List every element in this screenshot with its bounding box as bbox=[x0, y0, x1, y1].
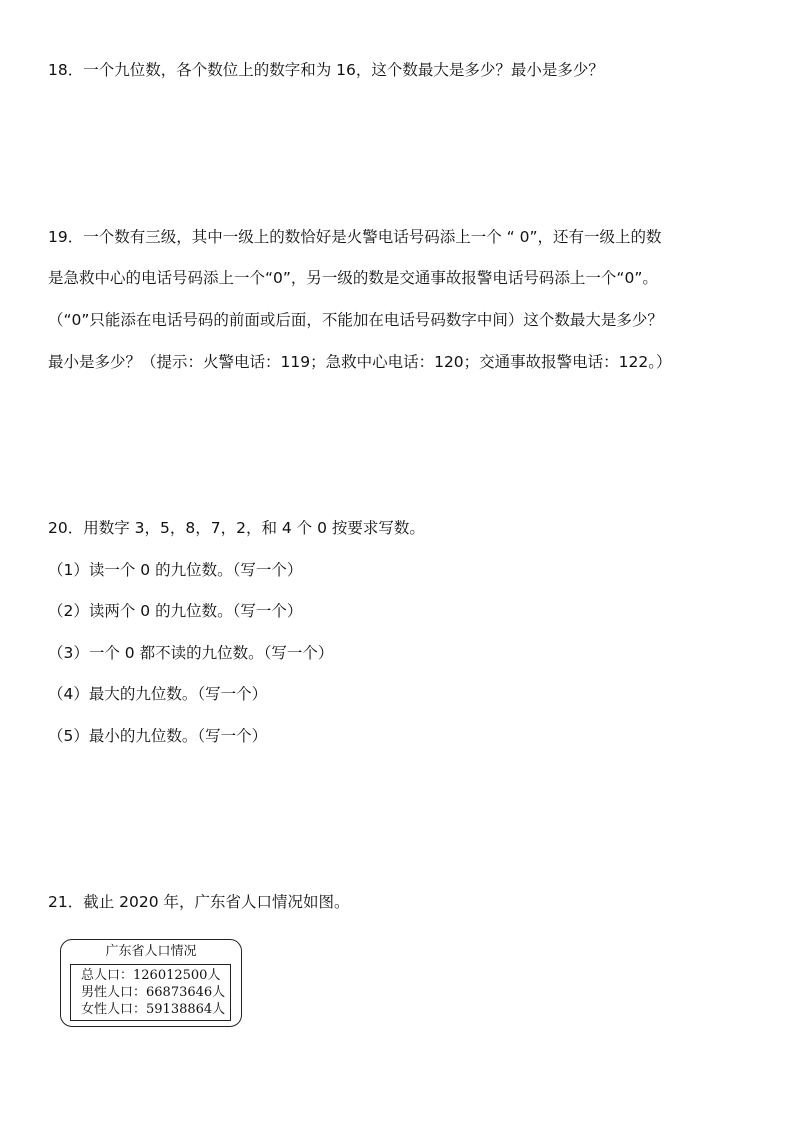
population-figure-title: 广东省人口情况 bbox=[105, 944, 197, 959]
question-20-title: 20．用数字 3，5，8，7，2，和 4 个 0 按要求写数。 bbox=[48, 519, 425, 537]
population-row-total: 总人口：126012500人 bbox=[81, 968, 221, 983]
population-row-male: 男性人口：66873646人 bbox=[81, 985, 226, 1000]
question-20-item-1: （1）读一个 0 的九位数。（写一个） bbox=[48, 561, 303, 579]
population-figure-inner-box bbox=[70, 964, 231, 1021]
population-figure bbox=[60, 939, 242, 1027]
question-21-title: 21．截止 2020 年，广东省人口情况如图。 bbox=[48, 893, 350, 911]
question-20-item-3: （3）一个 0 都不读的九位数。（写一个） bbox=[48, 644, 334, 662]
question-19-line-3: （“0”只能添在电话号码的前面或后面，不能加在电话号码数字中间）这个数最大是多少？ bbox=[48, 311, 663, 329]
question-20-item-5: （5）最小的九位数。（写一个） bbox=[48, 727, 268, 745]
question-19-line-2: 是急救中心的电话号码添上一个“0”，另一级的数是交通事故报警电话号码添上一个“0”。 bbox=[48, 269, 658, 287]
question-20-item-2: （2）读两个 0 的九位数。（写一个） bbox=[48, 602, 303, 620]
question-18: 18．一个九位数，各个数位上的数字和为 16，这个数最大是多少？最小是多少？ bbox=[48, 61, 604, 79]
question-19-line-1: 19．一个数有三级，其中一级上的数恰好是火警电话号码添上一个 “ 0”，还有一级上的数 bbox=[48, 228, 662, 246]
population-row-female: 女性人口：59138864人 bbox=[81, 1002, 226, 1017]
question-19-line-4: 最小是多少？（提示：火警电话：119；急救中心电话：120；交通事故报警电话：122。） bbox=[48, 353, 672, 371]
question-20-item-4: （4）最大的九位数。（写一个） bbox=[48, 685, 268, 703]
